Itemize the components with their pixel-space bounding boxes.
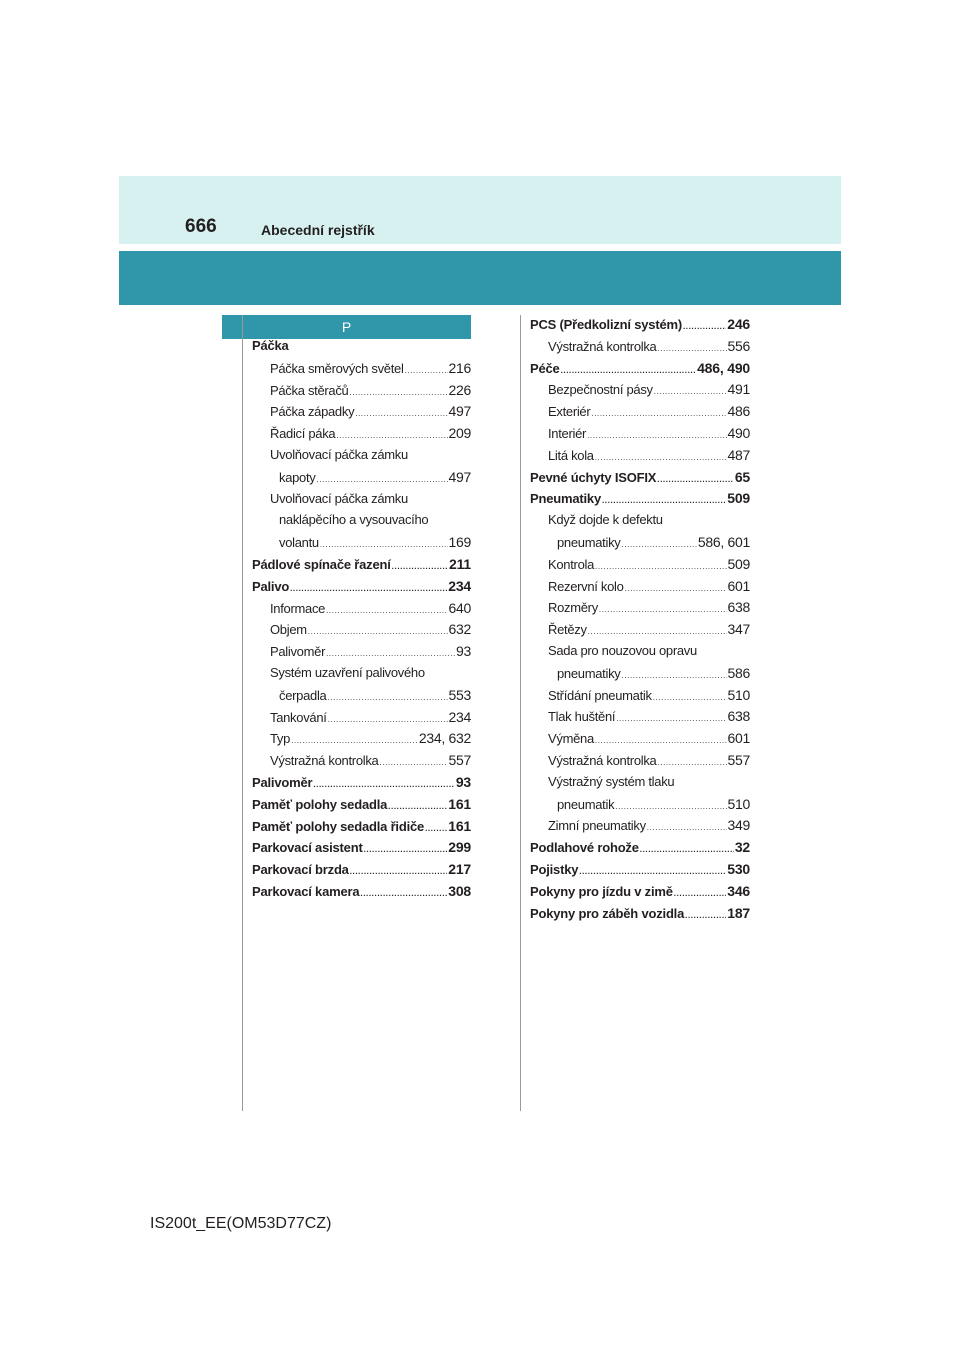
index-page-ref: 632 — [448, 621, 471, 638]
leader-dots — [674, 889, 726, 898]
index-entry — [530, 665, 750, 687]
leader-dots — [308, 627, 448, 636]
index-term: Litá kola — [548, 447, 594, 463]
index-term: Když dojde k defektu — [548, 512, 663, 528]
index-entry — [530, 621, 750, 643]
index-term: Péče — [530, 360, 560, 376]
index-term: Typ — [270, 731, 291, 747]
leader-dots — [625, 584, 727, 593]
index-entry — [530, 643, 750, 665]
index-page-ref: 487 — [727, 446, 750, 463]
index-term: Bezpečnostní pásy — [548, 382, 653, 398]
index-entry — [252, 600, 471, 622]
index-entry — [252, 643, 471, 665]
index-entry — [530, 752, 750, 774]
index-entry — [530, 905, 750, 927]
index-term: Páčka západky — [270, 404, 355, 420]
index-entry — [252, 839, 471, 861]
index-entry — [530, 490, 750, 512]
index-column-right — [530, 316, 750, 926]
index-entry — [530, 817, 750, 839]
index-page-ref: 497 — [448, 403, 471, 420]
index-entry — [252, 534, 471, 556]
index-term: Výměna — [548, 731, 594, 747]
right-column-rule — [520, 315, 521, 1111]
leader-dots — [405, 366, 448, 375]
header-color-band — [119, 251, 841, 305]
index-term: Pádlové spínače řazení — [252, 556, 391, 572]
index-page-ref: 217 — [448, 861, 471, 878]
index-term: Tlak huštění — [548, 709, 616, 725]
index-term: Páčka směrových světel — [270, 360, 404, 376]
index-term: Kontrola — [548, 556, 595, 572]
index-entry — [252, 447, 471, 469]
index-entry — [530, 316, 750, 338]
index-page-ref: 586, 601 — [697, 533, 750, 550]
index-term: Rozměry — [548, 600, 598, 616]
index-entry — [252, 687, 471, 709]
index-term: Pojistky — [530, 861, 579, 877]
left-column-rule — [242, 315, 243, 1111]
index-entry — [252, 512, 471, 534]
leader-dots — [326, 606, 447, 615]
index-term: Informace — [270, 600, 326, 616]
page-number: 666 — [185, 216, 217, 237]
index-term: Systém uzavření palivového — [270, 664, 425, 680]
index-term: Výstražná kontrolka — [548, 752, 657, 768]
index-term: Podlahové rohože — [530, 840, 639, 856]
leader-dots — [683, 322, 726, 331]
header-top-band — [119, 176, 841, 244]
index-entry — [530, 447, 750, 469]
index-page-ref: 510 — [727, 795, 750, 812]
index-entry — [252, 425, 471, 447]
index-page-ref: 187 — [727, 904, 750, 921]
index-entry — [530, 403, 750, 425]
index-entry — [530, 534, 750, 556]
index-page-ref: 530 — [727, 860, 750, 877]
index-term: Výstražná kontrolka — [270, 753, 379, 769]
leader-dots — [336, 431, 447, 440]
index-page-ref: 161 — [448, 795, 471, 812]
index-entry — [252, 730, 471, 752]
index-term: Pokyny pro záběh vozidla — [530, 905, 685, 921]
index-page-ref: 640 — [448, 599, 471, 616]
leader-dots — [595, 562, 727, 571]
index-term: Řetězy — [548, 622, 587, 638]
leader-dots — [320, 540, 448, 549]
index-entry — [252, 665, 471, 687]
index-page-ref: 601 — [727, 577, 750, 594]
index-term: Palivoměr — [270, 644, 326, 660]
leader-dots — [313, 780, 454, 789]
leader-dots — [621, 540, 696, 549]
index-page-ref: 509 — [727, 490, 750, 507]
index-term: pneumatik — [557, 796, 615, 812]
index-term: Tankování — [270, 709, 327, 725]
index-term: Interiér — [548, 425, 587, 441]
index-entry — [530, 861, 750, 883]
leader-dots — [328, 715, 448, 724]
index-entry — [530, 578, 750, 600]
leader-dots — [579, 867, 726, 876]
leader-dots — [360, 889, 447, 898]
index-term: Pevné úchyty ISOFIX — [530, 469, 657, 485]
index-entry — [530, 425, 750, 447]
leader-dots — [364, 845, 448, 854]
section-letter-bar: P — [222, 315, 471, 339]
index-term: Střídání pneumatik — [548, 687, 652, 703]
index-page-ref: 510 — [727, 686, 750, 703]
index-entry — [252, 403, 471, 425]
index-page-ref: 234, 632 — [418, 730, 471, 747]
index-entry — [530, 381, 750, 403]
index-term: čerpadla — [279, 687, 327, 703]
index-page-ref: 509 — [727, 555, 750, 572]
index-term: Parkovací brzda — [252, 862, 349, 878]
index-term: Sada pro nouzovou opravu — [548, 642, 697, 658]
index-term: Parkovací asistent — [252, 840, 363, 856]
index-page-ref: 347 — [727, 621, 750, 638]
index-page-ref: 490 — [727, 424, 750, 441]
index-term: pneumatiky — [557, 534, 621, 550]
leader-dots — [595, 453, 727, 462]
index-term: Paměť polohy sedadla — [252, 796, 388, 812]
leader-dots — [588, 627, 727, 636]
index-page-ref: 586 — [727, 664, 750, 681]
index-term: Parkovací kamera — [252, 883, 360, 899]
index-term: Uvolňovací páčka zámku — [270, 446, 408, 462]
index-page-ref: 93 — [456, 643, 471, 660]
index-entry — [252, 621, 471, 643]
index-entry — [252, 709, 471, 731]
index-term: Uvolňovací páčka zámku — [270, 490, 408, 506]
index-page-ref: 32 — [734, 839, 750, 856]
index-page-ref: 638 — [727, 708, 750, 725]
leader-dots — [615, 802, 726, 811]
index-term: PCS (Předkolizní systém) — [530, 317, 682, 332]
index-page-ref: 308 — [448, 882, 471, 899]
index-term: naklápěcího a vysouvacího — [279, 512, 429, 528]
leader-dots — [621, 671, 726, 680]
index-entry — [530, 883, 750, 905]
leader-dots — [561, 366, 697, 375]
index-entry — [530, 708, 750, 730]
index-term: Palivoměr — [252, 774, 313, 790]
leader-dots — [640, 845, 734, 854]
leader-dots — [291, 736, 418, 745]
index-page-ref: 234 — [448, 577, 471, 594]
index-term: pneumatiky — [557, 665, 621, 681]
leader-dots — [647, 823, 727, 832]
index-page-ref: 557 — [448, 752, 471, 769]
index-term: Palivo — [252, 578, 290, 594]
leader-dots — [379, 758, 447, 767]
index-page-ref: 497 — [448, 468, 471, 485]
index-entry — [252, 469, 471, 491]
index-entry — [530, 512, 750, 534]
index-entry — [530, 599, 750, 621]
index-page-ref: 486 — [727, 403, 750, 420]
index-page-ref: 349 — [727, 817, 750, 834]
index-term: Zimní pneumatiky — [548, 818, 646, 834]
index-entry — [530, 730, 750, 752]
index-term: Páčka stěračů — [270, 382, 349, 398]
index-entry — [530, 338, 750, 360]
leader-dots — [317, 475, 448, 484]
index-entry — [530, 687, 750, 709]
index-page-ref: 486, 490 — [697, 359, 750, 376]
index-page-ref: 556 — [727, 337, 750, 354]
leader-dots — [425, 824, 447, 833]
index-entry — [252, 556, 471, 578]
index-entry — [252, 752, 471, 774]
index-entry — [530, 774, 750, 796]
leader-dots — [327, 693, 447, 702]
index-term: Pneumatiky — [530, 491, 601, 507]
index-entry — [252, 883, 471, 905]
index-page-ref: 65 — [734, 468, 750, 485]
index-entry — [530, 469, 750, 491]
index-entry — [252, 338, 471, 360]
index-term: Páčka — [252, 338, 289, 353]
index-page-ref: 234 — [448, 708, 471, 725]
index-term: Objem — [270, 622, 307, 638]
index-page-ref: 93 — [455, 773, 471, 790]
leader-dots — [657, 475, 734, 484]
index-entry — [252, 796, 471, 818]
index-page-ref: 601 — [727, 730, 750, 747]
index-entry — [252, 382, 471, 404]
index-term: Výstražný systém tlaku — [548, 773, 675, 789]
index-term: Paměť polohy sedadla řidiče — [252, 818, 425, 834]
leader-dots — [392, 562, 448, 571]
index-page-ref: 209 — [448, 425, 471, 442]
index-entry — [252, 861, 471, 883]
index-entry — [530, 796, 750, 818]
leader-dots — [591, 409, 726, 418]
index-entry — [530, 839, 750, 861]
leader-dots — [595, 736, 727, 745]
leader-dots — [602, 496, 726, 505]
index-term: Rezervní kolo — [548, 578, 624, 594]
leader-dots — [388, 802, 447, 811]
leader-dots — [657, 758, 726, 767]
index-page-ref: 346 — [727, 882, 750, 899]
leader-dots — [355, 409, 447, 418]
leader-dots — [657, 344, 726, 353]
leader-dots — [599, 605, 727, 614]
leader-dots — [587, 431, 726, 440]
leader-dots — [685, 911, 726, 920]
index-page-ref: 226 — [448, 381, 471, 398]
index-term: Výstražná kontrolka — [548, 338, 657, 354]
leader-dots — [653, 693, 727, 702]
index-page-ref: 169 — [448, 534, 471, 551]
index-entry — [252, 774, 471, 796]
leader-dots — [350, 867, 448, 876]
document-code: IS200t_EE(OM53D77CZ) — [150, 1215, 332, 1232]
index-page-ref: 553 — [448, 686, 471, 703]
leader-dots — [349, 388, 447, 397]
leader-dots — [616, 714, 726, 723]
page-title: Abecední rejstřík — [261, 222, 375, 238]
leader-dots — [654, 387, 727, 396]
leader-dots — [326, 649, 455, 658]
index-entry — [530, 360, 750, 382]
index-term: volantu — [279, 535, 319, 551]
index-page-ref: 211 — [449, 555, 471, 572]
index-term: kapoty — [279, 469, 316, 485]
index-entry — [252, 578, 471, 600]
index-term: Exteriér — [548, 404, 591, 420]
index-page-ref: 216 — [448, 359, 471, 376]
index-entry — [530, 556, 750, 578]
index-column-left — [252, 338, 471, 905]
index-term: Pokyny pro jízdu v zimě — [530, 883, 673, 899]
index-page-ref: 299 — [448, 839, 471, 856]
index-page-ref: 638 — [727, 599, 750, 616]
index-entry — [252, 360, 471, 382]
leader-dots — [290, 584, 447, 593]
index-entry — [252, 818, 471, 840]
index-page-ref: 246 — [727, 316, 750, 332]
index-term: Řadicí páka — [270, 426, 336, 442]
index-page-ref: 557 — [727, 751, 750, 768]
index-page-ref: 161 — [448, 817, 471, 834]
index-entry — [252, 491, 471, 513]
index-page-ref: 491 — [727, 381, 750, 398]
